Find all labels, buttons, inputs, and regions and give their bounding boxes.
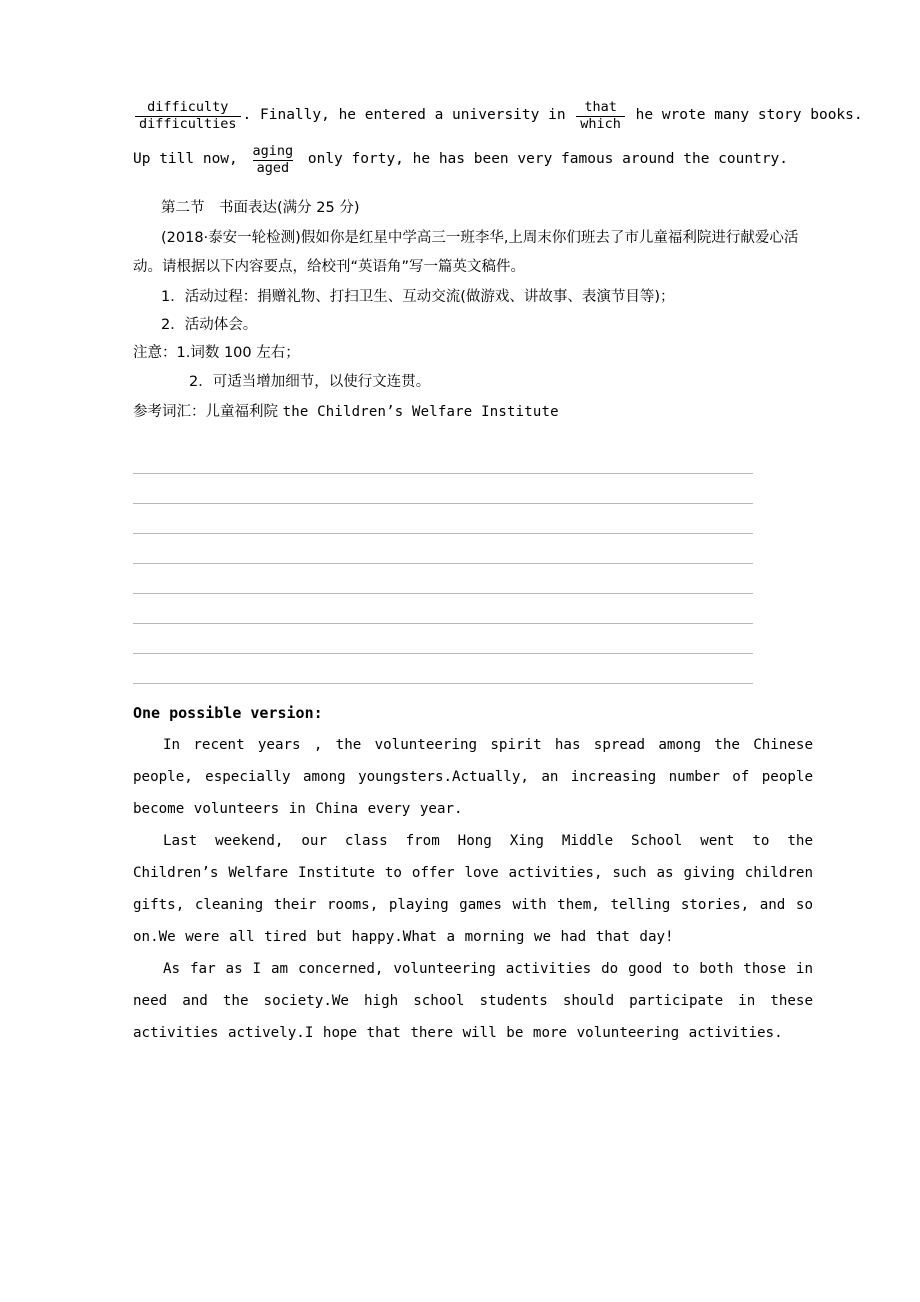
correction-line-1 <box>133 99 863 132</box>
blank-line <box>133 654 753 684</box>
blank-line <box>133 444 753 474</box>
blank-line <box>133 624 753 654</box>
answer-paragraph-3: As far as I am concerned, volunteering activities do good to both those in need and the society.We high school students should participate in these activities actively.I hope that there will be more volunteering activities. <box>133 960 813 1041</box>
correction-fraction-difficulty <box>135 100 241 132</box>
blank-line <box>133 534 753 564</box>
correction-answer-word: aging <box>252 143 294 160</box>
correction-line-1-mid-text: . Finally, he entered a university in <box>242 107 575 124</box>
answer-paragraph-1: In recent years , the volunteering spirit has spread among the Chinese people, especially among youngsters.Actually, an increasing number of people become volunteers in China every year. <box>133 737 813 818</box>
blank-line <box>133 474 753 504</box>
correction-fraction-that <box>576 100 625 132</box>
correction-fraction-aging <box>249 144 298 176</box>
correction-original-word: which <box>576 116 625 133</box>
writing-answer-lines <box>133 444 753 684</box>
answer-title: One possible version: <box>133 704 323 723</box>
vocabulary-english-term: the Children’s Welfare Institute <box>282 403 559 420</box>
section-prompt: (2018·泰安一轮检测)假如你是红星中学高三一班李华,上周末你们班去了市儿童福利院进行献爱心活动。请根据以下内容要点，给校刊“英语角”写一篇英文稿件。 <box>133 230 799 275</box>
blank-line <box>133 564 753 594</box>
notes-second: 2．可适当增加细节，以使行文连贯。 <box>189 373 431 390</box>
section-heading: 第二节 书面表达(满分 25 分) <box>161 200 360 217</box>
vocabulary-line <box>133 398 813 426</box>
correction-original-word: aged <box>253 160 294 177</box>
blank-line <box>133 504 753 534</box>
page-content <box>133 99 863 1050</box>
requirement-item-2: 2．活动体会。 <box>161 317 258 334</box>
correction-line-2-start-text: Up till now, <box>133 151 247 168</box>
correction-answer-word: difficulty <box>147 99 229 115</box>
correction-answer-word: that <box>584 99 617 115</box>
vocabulary-label: 参考词汇：儿童福利院 <box>133 403 283 420</box>
notes-label: 注意：1.词数 100 左右； <box>133 345 300 362</box>
correction-line-1-end-text: he wrote many story books. <box>626 107 863 124</box>
requirement-item-1: 1．活动过程：捐赠礼物、打扫卫生、互动交流(做游戏、讲故事、表演节目等)； <box>161 288 675 305</box>
correction-original-word: difficulties <box>135 116 241 133</box>
answer-paragraph-2: Last weekend, our class from Hong Xing Middle School went to the Children’s Welfare Institute to offer love activities, such as giving children gifts, cleaning their rooms, playing games with them, telling stories, and so on.We were all tired but happy.What a morning we had that day! <box>133 833 813 945</box>
correction-line-2-end-text: only forty, he has been very famous around the country. <box>299 151 789 168</box>
correction-line-2 <box>133 144 813 176</box>
blank-line <box>133 594 753 624</box>
